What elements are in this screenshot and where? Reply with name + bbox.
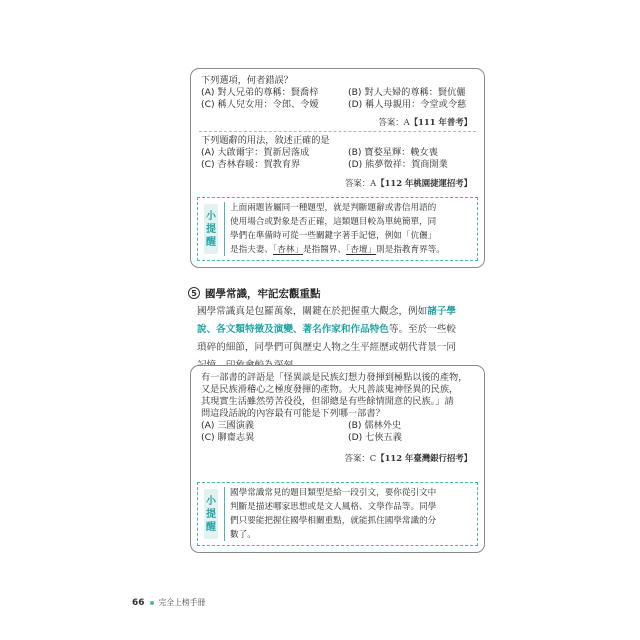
question-box-2 bbox=[190, 365, 485, 553]
divider bbox=[199, 131, 476, 132]
reminder-label bbox=[204, 204, 218, 254]
paragraph-text: 等。至於一些較 bbox=[388, 324, 457, 335]
reminder-line: 數了。 bbox=[230, 530, 256, 540]
section-title: 國學常識，牢記宏觀重點 bbox=[205, 287, 321, 300]
book-title: 完全上榜手冊 bbox=[158, 598, 206, 607]
question-2-option-d: (D) 熊夢徵祥：賀商開業 bbox=[348, 159, 448, 170]
reminder-divider bbox=[224, 487, 225, 541]
reminder-label bbox=[204, 489, 218, 539]
question-3-option-a: (A) 三國演義 bbox=[201, 420, 255, 431]
reminder-line: 判斷是描述哪家思想或是文人風格、文學作品等。同學 bbox=[230, 502, 437, 512]
answer-value: 答案：C bbox=[344, 453, 377, 463]
reminder-box-1 bbox=[197, 197, 478, 261]
reminder-label-char: 提 bbox=[206, 223, 216, 235]
paragraph-text: 國學常識真是包羅萬象，關鍵在於把握重大觀念，例如 bbox=[197, 306, 428, 317]
question-3-answer bbox=[345, 452, 472, 464]
reminder-line: 們只要能把握住國學相關重點，就能抓住國學常識的分 bbox=[230, 516, 437, 526]
question-box-1 bbox=[190, 68, 485, 268]
reminder-label-char: 小 bbox=[206, 495, 216, 507]
reminder-label-char: 醒 bbox=[206, 236, 216, 248]
reminder-line: 國學常識常見的題目類型是給一段引文，要你從引文中 bbox=[230, 488, 437, 498]
reminder-label-char: 醒 bbox=[206, 521, 216, 533]
page-footer bbox=[132, 597, 205, 608]
question-2-option-c: (C) 杏林春暖：賀教育界 bbox=[201, 159, 301, 170]
reminder-line: 上面兩題皆屬同一種題型，就是判斷題辭或書信用語的 bbox=[230, 203, 437, 213]
reminder-keyword: 「杏壇」 bbox=[346, 245, 377, 255]
question-3-option-b: (B) 儒林外史 bbox=[348, 420, 402, 431]
reminder-keyword: 「杏林」 bbox=[272, 245, 304, 255]
question-3-option-d: (D) 七俠五義 bbox=[348, 432, 402, 443]
bullet-dot-icon bbox=[150, 601, 154, 605]
reminder-divider bbox=[224, 202, 225, 256]
question-3-option-c: (C) 聊齋志異 bbox=[201, 432, 255, 443]
answer-source: 【112 年桃園捷運招考】 bbox=[376, 178, 472, 188]
answer-source: 【112 年臺灣銀行招考】 bbox=[376, 453, 472, 463]
reminder-text: 則是指教育界等。 bbox=[376, 245, 445, 255]
question-2-option-a: (A) 大啟爾宇：賀新居落成 bbox=[201, 147, 310, 158]
question-3-stem-line: 有一部書的評語是「怪異談是民族幻想力發揮到極點以後的產物， bbox=[201, 372, 468, 383]
reminder-line bbox=[230, 243, 471, 258]
question-2-option-b: (B) 寶婺星輝：輓女喪 bbox=[348, 147, 438, 158]
paragraph-line: 瑣碎的細節，同學們可與歷史人物之生平經歷或朝代背景一同 bbox=[197, 342, 457, 353]
reminder-text: 是指醫界、 bbox=[303, 245, 347, 255]
reminder-box-2 bbox=[197, 482, 478, 546]
reminder-line: 學們在準備時可從一些關鍵字著手記憶，例如「伉儷」 bbox=[230, 231, 437, 241]
question-2-stem: 下列題辭的用法，敘述正確的是 bbox=[201, 135, 330, 146]
question-1-option-c: (C) 稱人兒女用：令郎、令嫒 bbox=[201, 99, 319, 110]
section-heading bbox=[188, 285, 321, 301]
question-1-answer bbox=[379, 116, 472, 128]
paragraph-line bbox=[197, 321, 456, 339]
highlight-text: 說、各文類特徵及演變、著名作家和作品特色 bbox=[197, 324, 389, 335]
question-1-stem: 下列選項，何者錯誤？ bbox=[201, 75, 293, 86]
answer-value: 答案：A bbox=[345, 178, 377, 188]
question-1-option-a: (A) 對人兄弟的尊稱：賢喬梓 bbox=[201, 87, 319, 98]
answer-source: 【111 年普考】 bbox=[409, 117, 472, 127]
reminder-label-char: 提 bbox=[206, 508, 216, 520]
reminder-label-char: 小 bbox=[206, 210, 216, 222]
question-3-stem-line: 又是民族滑稽心之極度發揮的產物。大凡善談鬼神怪異的民族， bbox=[201, 384, 459, 395]
page-number: 66 bbox=[132, 597, 145, 608]
paragraph-line bbox=[197, 303, 456, 321]
question-1-option-b: (B) 對人夫婦的尊稱：賢伉儷 bbox=[348, 87, 466, 98]
answer-value: 答案：A bbox=[378, 117, 410, 127]
reminder-text: 是指夫妻、 bbox=[230, 245, 273, 255]
section-number: 5 bbox=[188, 287, 200, 299]
question-2-answer bbox=[345, 177, 472, 189]
highlight-text: 諸子學 bbox=[427, 306, 457, 317]
reminder-line: 使用場合或對象是否正確，這類題目較為單純簡單，同 bbox=[230, 217, 437, 227]
question-1-option-d: (D) 稱人母親用：令堂或令慈 bbox=[348, 99, 467, 110]
question-3-stem-line: 問這段話說的內容最有可能是下列哪一部書？ bbox=[201, 408, 385, 419]
question-3-stem-line: 其現實生活雖然勞苦役役，但卻總是有些餘情閒意的民族。」請 bbox=[201, 396, 454, 407]
